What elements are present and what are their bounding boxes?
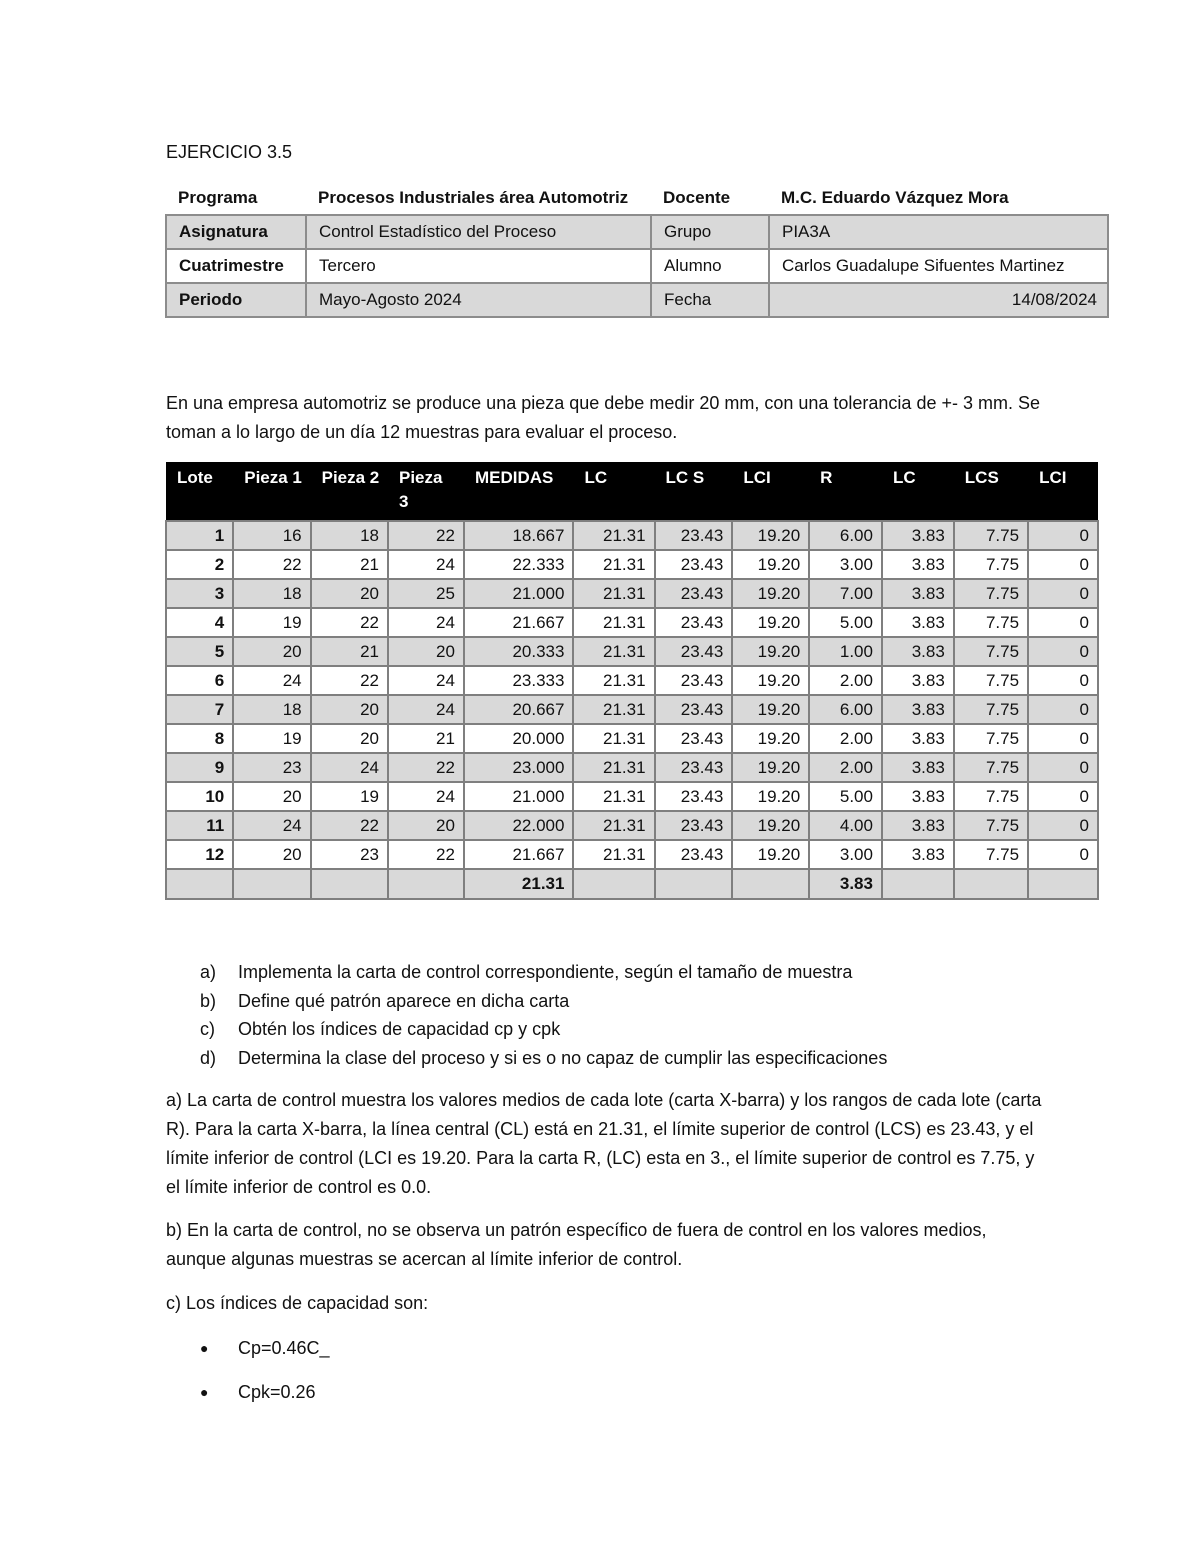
question-item [200,958,887,987]
table-cell: 0 [1028,782,1098,811]
table-cell: 19.20 [732,695,809,724]
bullet-text: Cp=0.46C_ [238,1337,330,1358]
totals-cell [233,869,310,899]
table-cell: 21 [311,550,388,579]
table-cell: 7.00 [809,579,882,608]
table-row [166,782,1098,811]
table-cell: 5 [166,637,233,666]
table-cell: 3.83 [882,695,954,724]
totals-cell: 21.31 [464,869,574,899]
table-row [166,579,1098,608]
table-cell: 22.000 [464,811,574,840]
info-row-programa [166,182,1108,215]
info-row-periodo [166,283,1108,317]
column-header: LC S [655,462,733,521]
table-cell: 7.75 [954,753,1028,782]
column-header: R [809,462,882,521]
table-cell: 23.43 [655,521,733,550]
fecha-value: 14/08/2024 [769,283,1108,317]
table-cell: 23.43 [655,782,733,811]
question-text: Determina la clase del proceso y si es o no capaz de cumplir las especificaciones [238,1047,888,1068]
question-letter: a) [200,962,217,982]
table-cell: 25 [388,579,464,608]
questions-list [200,958,887,1072]
table-cell: 21.31 [573,521,654,550]
totals-cell [166,869,233,899]
programa-value: Procesos Industriales área Automotriz [318,188,629,207]
info-row-cuatrimestre [166,249,1108,283]
table-cell: 20.667 [464,695,574,724]
table-cell: 21 [388,724,464,753]
table-cell: 0 [1028,550,1098,579]
table-cell: 21.000 [464,782,574,811]
table-cell: 24 [388,666,464,695]
table-cell: 3.83 [882,608,954,637]
table-cell: 23.43 [655,695,733,724]
table-cell: 23.333 [464,666,574,695]
table-cell: 3.83 [882,724,954,753]
table-cell: 19.20 [732,782,809,811]
table-cell: 24 [233,666,310,695]
table-row [166,724,1098,753]
totals-cell [573,869,654,899]
table-cell: 22 [388,753,464,782]
table-cell: 19 [233,724,310,753]
table-cell: 20.333 [464,637,574,666]
table-cell: 9 [166,753,233,782]
docente-value: M.C. Eduardo Vázquez Mora [781,188,1009,207]
table-cell: 22 [311,666,388,695]
table-cell: 23.43 [655,579,733,608]
column-header: LCI [1028,462,1098,521]
column-header: LC [882,462,954,521]
column-header: LCS [954,462,1028,521]
table-cell: 3.83 [882,579,954,608]
table-row [166,608,1098,637]
table-cell: 19 [311,782,388,811]
problem-statement: En una empresa automotriz se produce una pieza que debe medir 20 mm, con una tolerancia de +- 3 mm. Se toman a lo largo de un día 12 muestras para evaluar el proceso. [166,393,1040,442]
table-cell: 2.00 [809,666,882,695]
table-cell: 7.75 [954,637,1028,666]
column-header: MEDIDAS [464,462,574,521]
table-cell: 20 [388,637,464,666]
table-cell: 21 [311,637,388,666]
table-cell: 23.43 [655,666,733,695]
table-cell: 22 [233,550,310,579]
column-header: Pieza 1 [233,462,310,521]
measurements-table [165,462,1099,900]
table-cell: 24 [388,695,464,724]
table-cell: 7.75 [954,724,1028,753]
table-cell: 0 [1028,811,1098,840]
programa-label: Programa [178,188,258,207]
table-cell: 20.000 [464,724,574,753]
table-cell: 24 [388,550,464,579]
bullet-icon: ● [200,1384,209,1400]
table-cell: 18 [233,579,310,608]
table-cell: 24 [388,782,464,811]
table-cell: 0 [1028,666,1098,695]
table-cell: 7.75 [954,550,1028,579]
totals-cell [882,869,954,899]
table-cell: 23.43 [655,637,733,666]
table-cell: 22.333 [464,550,574,579]
bullet-item [200,1334,330,1362]
question-item [200,987,887,1016]
table-cell: 7.75 [954,695,1028,724]
totals-cell [311,869,388,899]
info-row-asignatura [166,215,1108,249]
totals-row [166,869,1098,899]
table-cell: 0 [1028,840,1098,869]
table-cell: 21.31 [573,811,654,840]
table-cell: 3.83 [882,637,954,666]
table-cell: 20 [233,782,310,811]
table-cell: 21.31 [573,695,654,724]
totals-cell [954,869,1028,899]
table-cell: 5.00 [809,608,882,637]
table-cell: 0 [1028,608,1098,637]
table-cell: 20 [388,811,464,840]
periodo-value: Mayo-Agosto 2024 [306,283,651,317]
table-row [166,521,1098,550]
table-cell: 21.667 [464,608,574,637]
course-info-table [165,182,1109,318]
table-cell: 2.00 [809,724,882,753]
table-header-row [166,462,1098,521]
docente-label: Docente [663,188,731,207]
column-header: LC [573,462,654,521]
table-cell: 1.00 [809,637,882,666]
table-cell: 18 [311,521,388,550]
question-item [200,1015,887,1044]
fecha-label: Fecha [651,283,769,317]
table-cell: 2 [166,550,233,579]
table-cell: 3.83 [882,840,954,869]
table-cell: 7.75 [954,811,1028,840]
grupo-label: Grupo [651,215,769,249]
table-cell: 1 [166,521,233,550]
totals-cell [1028,869,1098,899]
table-cell: 7.75 [954,782,1028,811]
table-cell: 21.31 [573,666,654,695]
table-cell: 22 [311,811,388,840]
column-header: Pieza 2 [311,462,388,521]
table-cell: 22 [388,521,464,550]
table-cell: 21.31 [573,840,654,869]
table-cell: 23 [311,840,388,869]
table-cell: 23.43 [655,608,733,637]
table-cell: 7.75 [954,608,1028,637]
table-cell: 23.43 [655,840,733,869]
table-cell: 24 [388,608,464,637]
answer-c: c) Los índices de capacidad son: [166,1293,429,1313]
table-cell: 20 [233,840,310,869]
table-cell: 3.83 [882,782,954,811]
table-cell: 21.31 [573,724,654,753]
bullet-text: Cpk=0.26 [238,1381,316,1402]
table-cell: 23.000 [464,753,574,782]
table-cell: 7.75 [954,840,1028,869]
capacity-indices-list [200,1334,330,1406]
table-cell: 3.00 [809,840,882,869]
table-cell: 8 [166,724,233,753]
table-cell: 20 [311,579,388,608]
table-cell: 3.83 [882,811,954,840]
bullet-item [200,1378,330,1406]
table-cell: 6.00 [809,521,882,550]
table-cell: 20 [233,637,310,666]
table-row [166,550,1098,579]
table-cell: 10 [166,782,233,811]
table-cell: 6.00 [809,695,882,724]
table-cell: 3.00 [809,550,882,579]
totals-cell [655,869,733,899]
table-cell: 20 [311,695,388,724]
table-cell: 3 [166,579,233,608]
table-cell: 23.43 [655,724,733,753]
table-row [166,695,1098,724]
table-cell: 0 [1028,521,1098,550]
table-cell: 3.83 [882,666,954,695]
question-letter: d) [200,1047,217,1068]
table-cell: 22 [388,840,464,869]
table-cell: 21.31 [573,550,654,579]
table-row [166,840,1098,869]
table-cell: 24 [311,753,388,782]
table-cell: 19.20 [732,840,809,869]
table-cell: 19.20 [732,724,809,753]
table-row [166,637,1098,666]
table-cell: 21.31 [573,753,654,782]
table-cell: 23.43 [655,753,733,782]
table-cell: 0 [1028,637,1098,666]
table-cell: 11 [166,811,233,840]
question-letter: b) [200,990,217,1011]
table-cell: 0 [1028,724,1098,753]
table-cell: 0 [1028,579,1098,608]
cuatrimestre-value: Tercero [306,249,651,283]
answer-b: b) En la carta de control, no se observa un patrón específico de fuera de control en los valores medios, aunque algunas muestras se acercan al límite inferior de control. [166,1220,987,1269]
table-cell: 19.20 [732,637,809,666]
table-cell: 7.75 [954,579,1028,608]
grupo-value: PIA3A [769,215,1108,249]
table-cell: 19.20 [732,521,809,550]
table-cell: 3.83 [882,521,954,550]
table-cell: 18 [233,695,310,724]
table-cell: 23 [233,753,310,782]
table-cell: 19 [233,608,310,637]
table-cell: 7 [166,695,233,724]
totals-cell [732,869,809,899]
table-cell: 18.667 [464,521,574,550]
question-text: Define qué patrón aparece en dicha carta [238,990,570,1011]
table-row [166,811,1098,840]
table-cell: 5.00 [809,782,882,811]
question-letter: c) [200,1019,215,1039]
table-cell: 12 [166,840,233,869]
asignatura-label: Asignatura [166,215,306,249]
table-cell: 6 [166,666,233,695]
table-cell: 4 [166,608,233,637]
column-header: Lote [166,462,233,521]
column-header: LCI [732,462,809,521]
table-cell: 21.000 [464,579,574,608]
table-cell: 2.00 [809,753,882,782]
table-cell: 0 [1028,753,1098,782]
alumno-label: Alumno [651,249,769,283]
table-cell: 21.31 [573,637,654,666]
totals-cell: 3.83 [809,869,882,899]
table-row [166,753,1098,782]
periodo-label: Periodo [166,283,306,317]
answer-a: a) La carta de control muestra los valores medios de cada lote (carta X-barra) y los rangos de cada lote (carta R). Para la carta X-barra, la línea central (CL) está en 21.31, el límite superior de control (LCS) es 23.43, y el límite inferior de control (LCI es 19.20. Para la carta R, (LC) esta en 3., el límite superior de control es 7.75, y el límite inferior de control es 0.0. [166,1090,1042,1197]
table-cell: 3.83 [882,550,954,579]
exercise-title: EJERCICIO 3.5 [166,142,293,162]
table-cell: 19.20 [732,666,809,695]
table-cell: 7.75 [954,521,1028,550]
table-cell: 16 [233,521,310,550]
question-text: Obtén los índices de capacidad cp y cpk [238,1019,561,1039]
table-cell: 22 [311,608,388,637]
table-cell: 23.43 [655,550,733,579]
question-text: Implementa la carta de control correspondiente, según el tamaño de muestra [238,962,853,982]
table-cell: 23.43 [655,811,733,840]
question-item [200,1044,887,1073]
table-cell: 7.75 [954,666,1028,695]
table-cell: 0 [1028,695,1098,724]
totals-cell [388,869,464,899]
table-cell: 19.20 [732,579,809,608]
cuatrimestre-label: Cuatrimestre [166,249,306,283]
table-cell: 21.31 [573,782,654,811]
table-cell: 20 [311,724,388,753]
table-cell: 21.31 [573,579,654,608]
table-cell: 3.83 [882,753,954,782]
column-header: Pieza 3 [388,462,464,521]
table-cell: 24 [233,811,310,840]
table-cell: 21.667 [464,840,574,869]
table-cell: 21.31 [573,608,654,637]
asignatura-value: Control Estadístico del Proceso [306,215,651,249]
alumno-value: Carlos Guadalupe Sifuentes Martinez [769,249,1108,283]
table-cell: 19.20 [732,753,809,782]
table-row [166,666,1098,695]
table-cell: 19.20 [732,608,809,637]
table-cell: 19.20 [732,550,809,579]
table-cell: 19.20 [732,811,809,840]
table-cell: 4.00 [809,811,882,840]
bullet-icon: ● [200,1340,209,1356]
